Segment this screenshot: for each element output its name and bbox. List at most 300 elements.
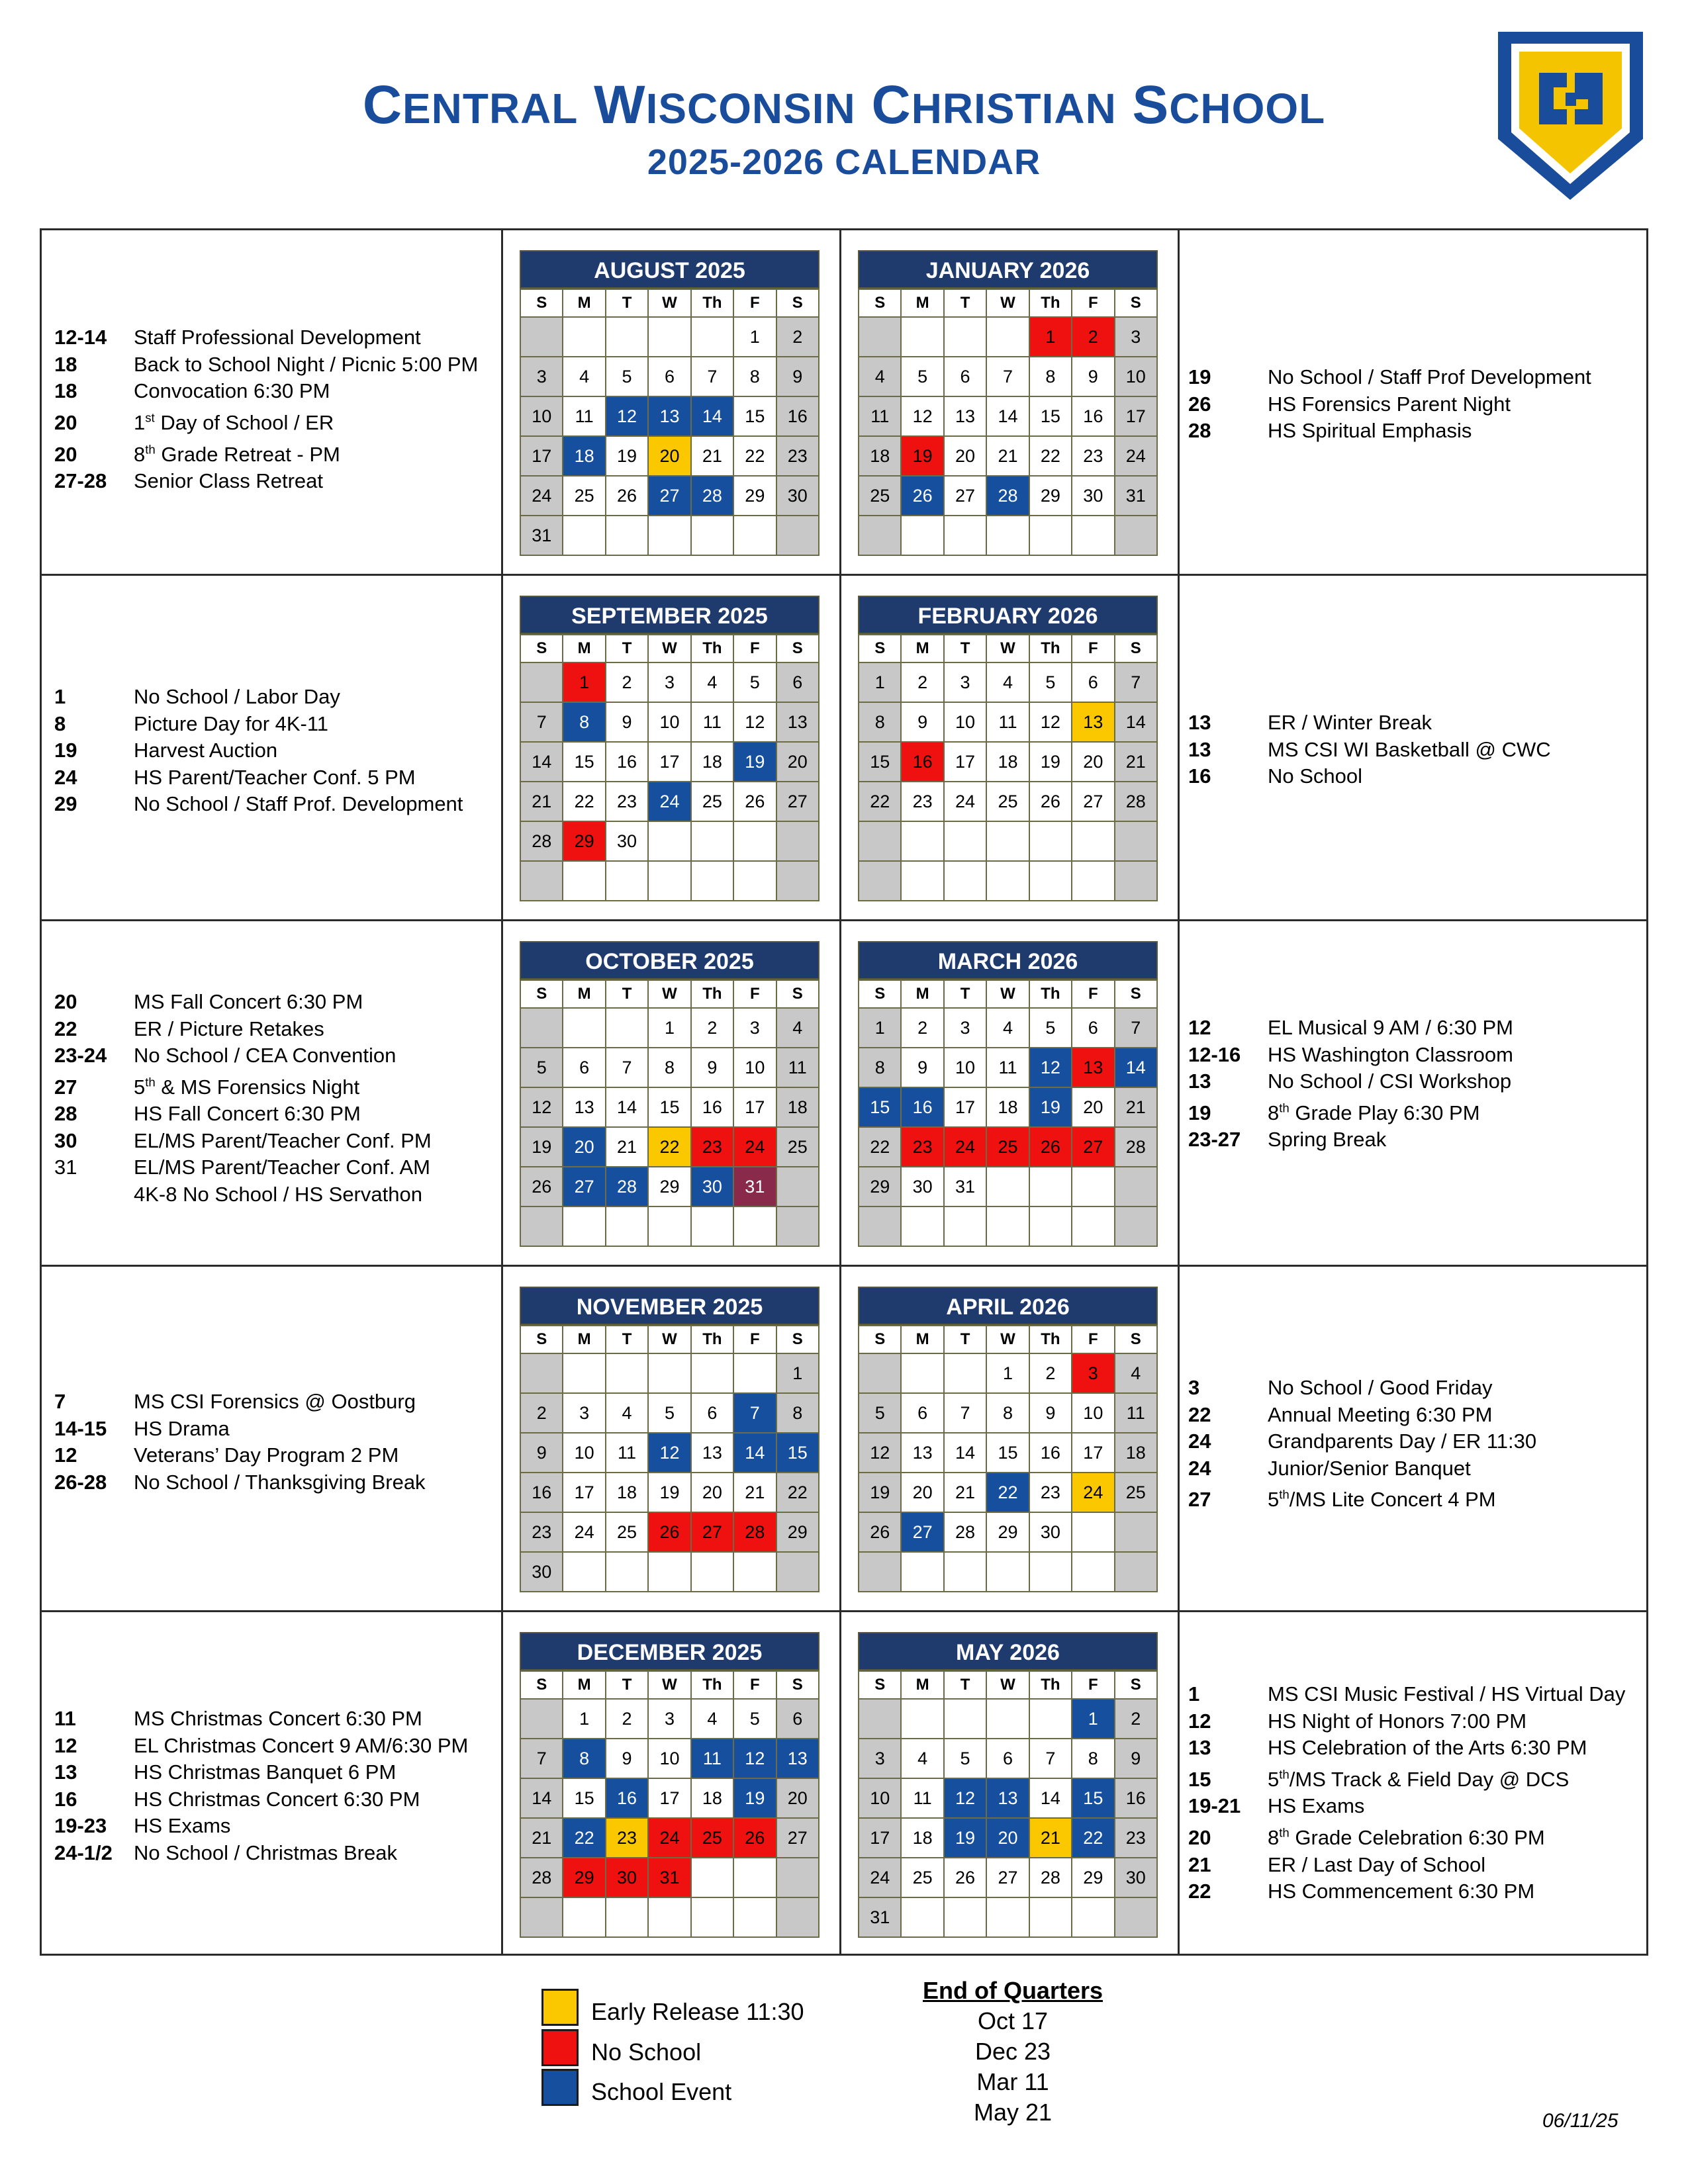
event-item (1188, 1852, 1638, 1879)
day-cell: 2 (1115, 1699, 1157, 1739)
empty-cell (1115, 516, 1157, 555)
day-cell: 10 (944, 702, 986, 742)
event-text: EL/MS Parent/Teacher Conf. PM (134, 1128, 432, 1152)
day-cell: 6 (1072, 662, 1114, 702)
empty-cell (563, 1353, 605, 1393)
weekday-header: T (606, 1326, 648, 1353)
weekday-header: M (901, 289, 943, 317)
day-cell: 23 (1072, 436, 1114, 476)
day-cell: 13 (648, 396, 690, 436)
early-release-swatch (541, 1989, 579, 2026)
event-date: 19 (1188, 1101, 1211, 1124)
day-cell: 20 (901, 1473, 943, 1512)
event-text: 5th/MS Track & Field Day @ DCS (1268, 1767, 1570, 1791)
empty-cell (986, 1552, 1029, 1592)
weekday-header: W (648, 1671, 690, 1699)
ordinal-suffix: th (145, 442, 156, 457)
day-cell: 1 (859, 1008, 901, 1048)
day-cell: 2 (1072, 317, 1114, 357)
empty-cell (563, 1897, 605, 1937)
day-cell: 6 (986, 1739, 1029, 1778)
event-item (54, 468, 491, 495)
day-cell: 4 (563, 357, 605, 396)
weekday-header: Th (691, 635, 733, 662)
day-cell: 1 (776, 1353, 819, 1393)
event-date: 13 (1188, 711, 1211, 734)
day-cell: 11 (901, 1778, 943, 1818)
weekday-header: T (606, 980, 648, 1008)
empty-cell (733, 861, 776, 901)
weekday-header: Th (1029, 1326, 1072, 1353)
day-cell: 20 (648, 436, 690, 476)
day-cell: 31 (1115, 476, 1157, 516)
empty-cell (648, 516, 690, 555)
event-text: Annual Meeting 6:30 PM (1268, 1402, 1493, 1426)
day-cell: 2 (776, 317, 819, 357)
event-text: EL Christmas Concert 9 AM/6:30 PM (134, 1733, 469, 1757)
month-title: DECEMBER 2025 (520, 1632, 820, 1670)
event-date: 24-1/2 (54, 1841, 113, 1864)
empty-cell (1029, 1699, 1072, 1739)
weekday-header: S (520, 1326, 563, 1353)
event-text: 8th Grade Retreat - PM (134, 442, 340, 466)
day-cell: 27 (691, 1512, 733, 1552)
day-cell: 8 (1072, 1739, 1114, 1778)
day-cell: 20 (1072, 1087, 1114, 1127)
day-cell: 2 (691, 1008, 733, 1048)
empty-cell (733, 821, 776, 861)
event-item (1188, 737, 1638, 764)
weekday-header: S (859, 1326, 901, 1353)
day-cell: 19 (733, 742, 776, 782)
event-item (1188, 1015, 1638, 1042)
day-cell: 7 (520, 1739, 563, 1778)
day-cell: 21 (1115, 742, 1157, 782)
empty-cell (901, 516, 943, 555)
empty-cell (859, 861, 901, 901)
day-cell: 11 (563, 396, 605, 436)
empty-cell (648, 1552, 690, 1592)
empty-cell (944, 1897, 986, 1937)
day-cell: 23 (1115, 1818, 1157, 1858)
day-cell: 14 (986, 396, 1029, 436)
event-date: 15 (1188, 1767, 1211, 1791)
no-school-swatch (541, 2029, 579, 2066)
day-cell: 14 (1115, 1048, 1157, 1087)
empty-cell (733, 1353, 776, 1393)
day-cell: 23 (901, 1127, 943, 1167)
event-text: No School / Staff Prof Development (1268, 365, 1591, 388)
day-cell: 14 (944, 1433, 986, 1473)
day-cell: 28 (1029, 1858, 1072, 1897)
day-cell: 4 (606, 1393, 648, 1433)
day-cell: 10 (1072, 1393, 1114, 1433)
day-cell: 19 (944, 1818, 986, 1858)
weekday-header: S (1115, 289, 1157, 317)
day-cell: 2 (901, 1008, 943, 1048)
event-date: 11 (54, 1707, 76, 1730)
weekday-header: W (648, 1326, 690, 1353)
event-item (54, 791, 491, 818)
day-cell: 18 (901, 1818, 943, 1858)
event-date: 13 (1188, 1069, 1211, 1093)
month-calendar (858, 941, 1158, 1247)
event-text: Back to School Night / Picnic 5:00 PM (134, 352, 479, 376)
empty-cell (1029, 1167, 1072, 1206)
empty-cell (1029, 821, 1072, 861)
row-divider (40, 919, 1648, 921)
ordinal-suffix: th (145, 1075, 156, 1089)
event-list (1188, 709, 1638, 790)
day-cell: 19 (1029, 1087, 1072, 1127)
day-cell: 8 (733, 357, 776, 396)
event-text: Convocation 6:30 PM (134, 379, 330, 402)
event-item (1188, 1095, 1638, 1127)
day-cell: 18 (776, 1087, 819, 1127)
day-cell: 16 (901, 1087, 943, 1127)
month-title: MARCH 2026 (858, 941, 1158, 979)
weekday-header: F (1072, 289, 1114, 317)
empty-cell (733, 516, 776, 555)
weekday-header: Th (691, 289, 733, 317)
weekday-header: T (606, 289, 648, 317)
empty-cell (648, 1897, 690, 1937)
empty-cell (691, 861, 733, 901)
day-cell: 9 (520, 1433, 563, 1473)
event-date: 20 (54, 410, 77, 434)
day-cell: 7 (1115, 1008, 1157, 1048)
event-date: 12 (1188, 1016, 1211, 1039)
quarter-end-date: Oct 17 (977, 2007, 1049, 2034)
day-cell: 17 (944, 742, 986, 782)
day-cell: 28 (944, 1512, 986, 1552)
day-cell: 17 (563, 1473, 605, 1512)
event-item (54, 1069, 491, 1101)
day-cell: 1 (563, 662, 605, 702)
empty-cell (1029, 516, 1072, 555)
day-cell: 21 (944, 1473, 986, 1512)
day-cell: 24 (944, 1127, 986, 1167)
day-cell: 28 (1115, 782, 1157, 821)
weekday-header: S (1115, 980, 1157, 1008)
day-cell: 5 (733, 662, 776, 702)
day-cell: 6 (776, 662, 819, 702)
day-cell: 28 (733, 1512, 776, 1552)
empty-cell (520, 1353, 563, 1393)
month-title: AUGUST 2025 (520, 250, 820, 289)
event-text: 5th & MS Forensics Night (134, 1075, 360, 1099)
day-cell: 30 (691, 1167, 733, 1206)
event-text: HS Exams (1268, 1794, 1365, 1818)
quarter-end-date: May 21 (973, 2099, 1053, 2126)
month-calendar (520, 941, 820, 1247)
day-cell: 1 (859, 662, 901, 702)
weekday-header: S (1115, 635, 1157, 662)
event-item (1188, 1428, 1638, 1455)
empty-cell (606, 861, 648, 901)
weekday-header: Th (691, 1326, 733, 1353)
day-cell: 5 (859, 1393, 901, 1433)
day-cell: 20 (776, 1778, 819, 1818)
event-text: No School / Thanksgiving Break (134, 1470, 426, 1494)
day-cell: 24 (944, 782, 986, 821)
legend-label: School Event (591, 2078, 732, 2105)
empty-cell (859, 516, 901, 555)
day-cell: 27 (776, 782, 819, 821)
empty-cell (859, 317, 901, 357)
day-cell: 11 (1115, 1393, 1157, 1433)
day-cell: 9 (606, 1739, 648, 1778)
day-cell: 4 (691, 662, 733, 702)
day-cell: 29 (776, 1512, 819, 1552)
event-text: ER / Winter Break (1268, 711, 1432, 734)
day-cell: 29 (1029, 476, 1072, 516)
day-cell: 11 (986, 702, 1029, 742)
empty-cell (1072, 1206, 1114, 1246)
empty-cell (648, 1353, 690, 1393)
day-cell: 1 (563, 1699, 605, 1739)
empty-cell (691, 1353, 733, 1393)
event-item (1188, 709, 1638, 737)
event-item (54, 1786, 491, 1813)
title-rest: ISCONSIN (645, 85, 856, 132)
day-cell: 4 (986, 662, 1029, 702)
empty-cell (563, 1206, 605, 1246)
event-item (1188, 1126, 1638, 1154)
day-cell: 18 (691, 1778, 733, 1818)
month-title: OCTOBER 2025 (520, 941, 820, 979)
event-text: 1st Day of School / ER (134, 410, 334, 434)
event-item (1188, 1820, 1638, 1852)
day-cell: 15 (986, 1433, 1029, 1473)
event-item (54, 1154, 491, 1181)
day-cell: 13 (563, 1087, 605, 1127)
ordinal-suffix: th (1279, 1767, 1289, 1782)
empty-cell (563, 516, 605, 555)
day-cell: 6 (901, 1393, 943, 1433)
empty-cell (733, 1858, 776, 1897)
day-cell: 12 (1029, 702, 1072, 742)
event-list (1188, 364, 1638, 445)
empty-cell (563, 1552, 605, 1592)
day-cell: 19 (520, 1127, 563, 1167)
day-cell: 22 (859, 1127, 901, 1167)
day-cell: 22 (776, 1473, 819, 1512)
day-cell: 16 (901, 742, 943, 782)
weekday-header: S (776, 289, 819, 317)
day-cell: 10 (944, 1048, 986, 1087)
weekday-header: T (944, 289, 986, 317)
day-cell: 5 (606, 357, 648, 396)
day-cell: 18 (691, 742, 733, 782)
event-item (54, 1416, 491, 1443)
day-cell: 15 (563, 1778, 605, 1818)
day-cell: 21 (520, 782, 563, 821)
empty-cell (606, 516, 648, 555)
weekday-header: F (733, 1326, 776, 1353)
empty-cell (1072, 516, 1114, 555)
event-item (1188, 1762, 1638, 1794)
day-cell: 30 (901, 1167, 943, 1206)
day-cell: 14 (733, 1433, 776, 1473)
event-text: Junior/Senior Banquet (1268, 1456, 1471, 1480)
empty-cell (901, 1699, 943, 1739)
event-text: 8th Grade Play 6:30 PM (1268, 1101, 1480, 1124)
weekday-header: W (648, 635, 690, 662)
day-cell: 26 (648, 1512, 690, 1552)
day-cell: 13 (1072, 702, 1114, 742)
day-cell: 5 (944, 1739, 986, 1778)
event-text: HS Christmas Banquet 6 PM (134, 1760, 397, 1784)
day-cell: 30 (1029, 1512, 1072, 1552)
event-item (54, 1128, 491, 1155)
event-date: 27-28 (54, 469, 107, 493)
legend-label: Early Release 11:30 (591, 1998, 804, 2025)
end-of-quarters-heading: End of Quarters (922, 1977, 1103, 2004)
event-text: No School / CEA Convention (134, 1044, 397, 1067)
weekday-header: Th (1029, 980, 1072, 1008)
event-list (54, 1388, 491, 1496)
day-cell: 29 (1072, 1858, 1114, 1897)
event-item (1188, 1482, 1638, 1514)
day-cell: 17 (648, 1778, 690, 1818)
day-cell: 6 (1072, 1008, 1114, 1048)
event-list (1188, 1681, 1638, 1905)
month-grid (858, 979, 1158, 1247)
event-date: 28 (1188, 419, 1211, 442)
day-cell: 24 (859, 1858, 901, 1897)
empty-cell (563, 1008, 605, 1048)
empty-cell (944, 821, 986, 861)
day-cell: 23 (776, 436, 819, 476)
day-cell: 15 (776, 1433, 819, 1473)
day-cell: 23 (520, 1512, 563, 1552)
event-date: 16 (1188, 764, 1211, 788)
day-cell: 3 (1072, 1353, 1114, 1393)
weekday-header: F (1072, 1671, 1114, 1699)
event-date: 13 (1188, 1736, 1211, 1759)
day-cell: 30 (1072, 476, 1114, 516)
weekday-header: T (944, 635, 986, 662)
weekday-header: S (1115, 1671, 1157, 1699)
day-cell: 26 (901, 476, 943, 516)
empty-cell (986, 1699, 1029, 1739)
page-subtitle: 2025-2026 CALENDAR (647, 142, 1041, 182)
event-text: MS Fall Concert 6:30 PM (134, 990, 363, 1013)
weekday-header: F (1072, 980, 1114, 1008)
weekday-header: T (606, 635, 648, 662)
event-item (54, 324, 491, 351)
weekday-header: Th (1029, 1671, 1072, 1699)
day-cell: 12 (901, 396, 943, 436)
title-initial: C (871, 75, 912, 135)
day-cell: 16 (606, 1778, 648, 1818)
day-cell: 18 (563, 436, 605, 476)
row-divider (40, 1610, 1648, 1612)
legend-label: No School (591, 2038, 702, 2066)
day-cell: 24 (733, 1127, 776, 1167)
day-cell: 8 (776, 1393, 819, 1433)
day-cell: 15 (1072, 1778, 1114, 1818)
empty-cell (901, 861, 943, 901)
day-cell: 6 (563, 1048, 605, 1087)
empty-cell (1029, 1206, 1072, 1246)
weekday-header: W (986, 1671, 1029, 1699)
day-cell: 9 (776, 357, 819, 396)
event-date: 22 (1188, 1880, 1211, 1903)
month-grid (858, 634, 1158, 901)
event-date: 21 (1188, 1852, 1211, 1876)
event-date: 30 (54, 1128, 77, 1152)
day-cell: 6 (776, 1699, 819, 1739)
event-item (54, 1181, 491, 1208)
day-cell: 4 (986, 1008, 1029, 1048)
event-item (1188, 1455, 1638, 1482)
event-date: 1 (54, 685, 66, 708)
event-item (54, 1759, 491, 1786)
event-text: HS Commencement 6:30 PM (1268, 1880, 1535, 1903)
weekday-header: M (901, 980, 943, 1008)
empty-cell (563, 317, 605, 357)
day-cell: 12 (1029, 1048, 1072, 1087)
empty-cell (776, 1858, 819, 1897)
day-cell: 10 (648, 702, 690, 742)
month-calendar (520, 1287, 820, 1592)
event-date: 12-14 (54, 326, 107, 349)
event-text: EL/MS Parent/Teacher Conf. AM (134, 1156, 430, 1179)
title-rest: HRISTIAN (911, 85, 1117, 132)
empty-cell (1115, 1897, 1157, 1937)
day-cell: 3 (1115, 317, 1157, 357)
empty-cell (733, 1897, 776, 1937)
event-date: 20 (54, 990, 77, 1013)
empty-cell (1115, 1206, 1157, 1246)
month-calendar (520, 250, 820, 556)
event-text: 8th Grade Celebration 6:30 PM (1268, 1825, 1545, 1850)
empty-cell (944, 1699, 986, 1739)
weekday-header: F (1072, 1326, 1114, 1353)
day-cell: 5 (520, 1048, 563, 1087)
empty-cell (563, 861, 605, 901)
empty-cell (944, 1206, 986, 1246)
weekday-header: W (648, 980, 690, 1008)
event-item (1188, 418, 1638, 445)
day-cell: 27 (1072, 782, 1114, 821)
event-item (54, 764, 491, 792)
day-cell: 9 (1115, 1739, 1157, 1778)
day-cell: 17 (1072, 1433, 1114, 1473)
day-cell: 21 (691, 436, 733, 476)
day-cell: 29 (733, 476, 776, 516)
day-cell: 30 (606, 821, 648, 861)
day-cell: 2 (1029, 1353, 1072, 1393)
day-cell: 4 (901, 1739, 943, 1778)
event-text: HS Spiritual Emphasis (1268, 419, 1472, 442)
day-cell: 31 (859, 1897, 901, 1937)
event-text: HS Night of Honors 7:00 PM (1268, 1709, 1527, 1733)
weekday-header: S (776, 1671, 819, 1699)
weekday-header: S (859, 635, 901, 662)
month-grid (520, 289, 820, 556)
event-date: 19 (1188, 365, 1211, 388)
event-date: 27 (54, 1075, 77, 1099)
day-cell: 1 (986, 1353, 1029, 1393)
empty-cell (1115, 1167, 1157, 1206)
empty-cell (1072, 1897, 1114, 1937)
day-cell: 21 (606, 1127, 648, 1167)
event-item (1188, 763, 1638, 790)
empty-cell (606, 1552, 648, 1592)
